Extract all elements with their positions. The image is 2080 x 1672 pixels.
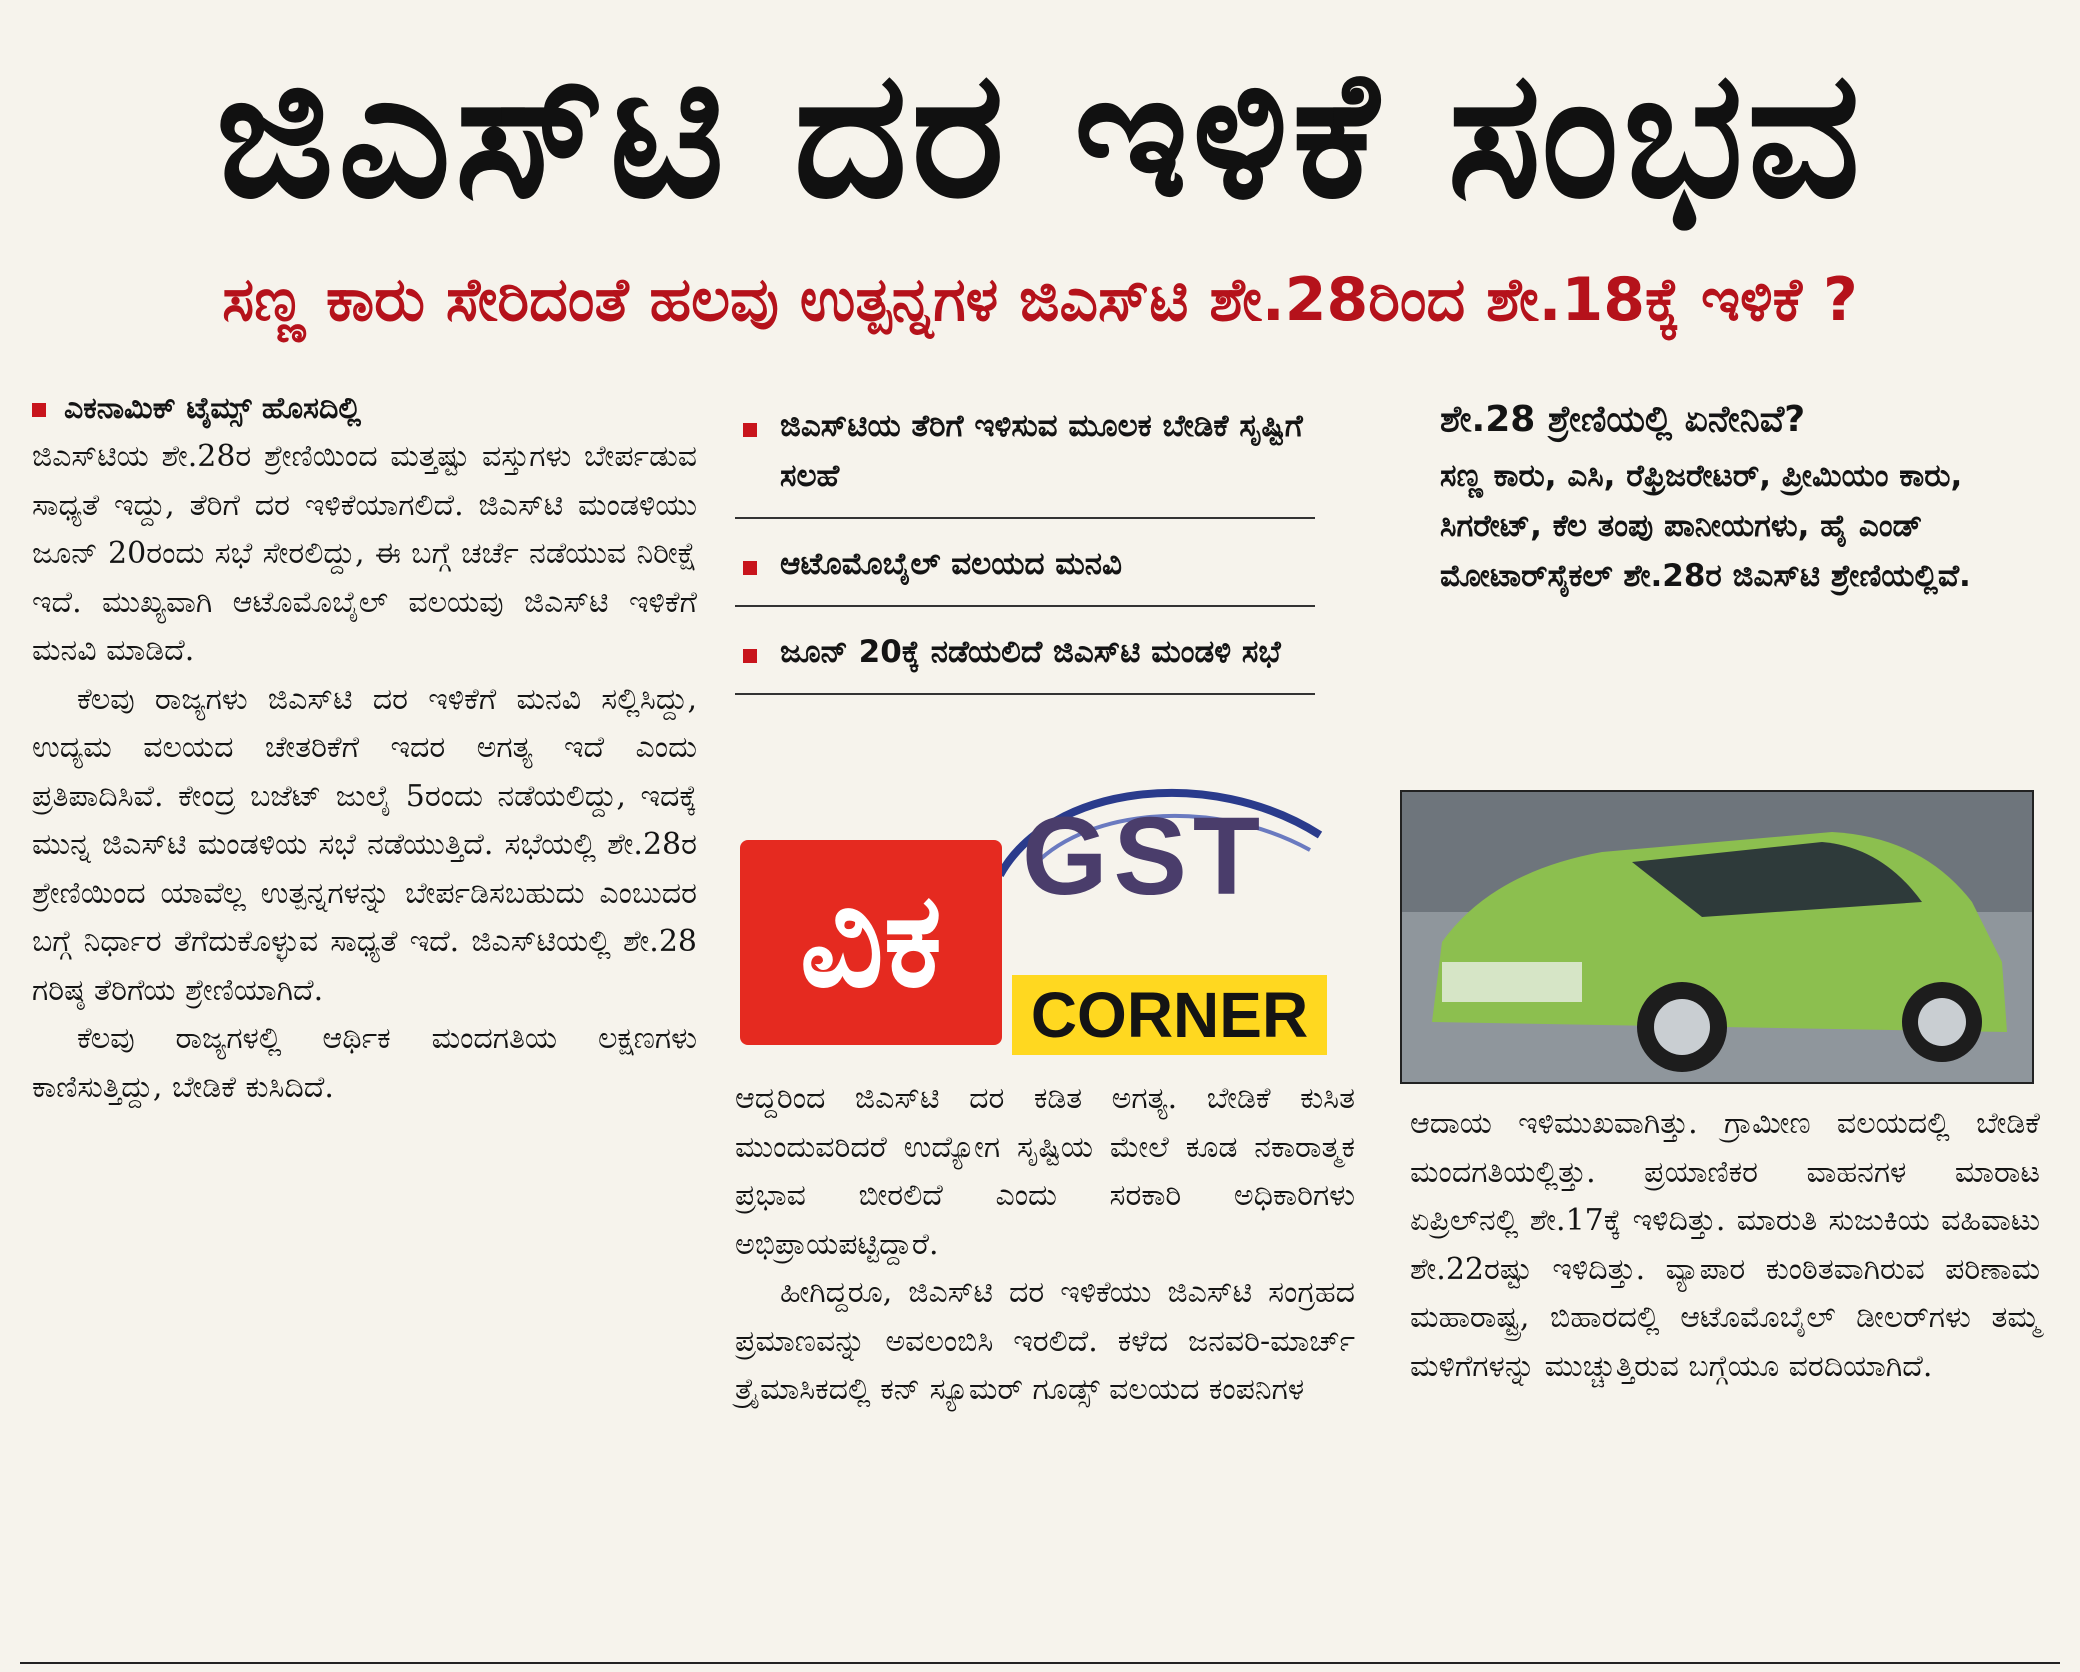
- highlight-item: [735, 533, 1315, 607]
- highlight-item: [735, 621, 1315, 695]
- paragraph: ಆದ್ದರಿಂದ ಜಿಎಸ್‌ಟಿ ದರ ಕಡಿತ ಅಗತ್ಯ. ಬೇಡಿಕೆ ಕುಸಿತ ಮುಂದುವರಿದರೆ ಉದ್ಯೋಗ ಸೃಷ್ಟಿಯ ಮೇಲೆ ಕೂಡ ನಕಾರಾತ್ಮಕ ಪ್ರಭಾವ ಬೀರಲಿದೆ ಎಂದು ಸರಕಾರಿ ಅಧಿಕಾರಿಗಳು ಅಭಿಪ್ರಾಯಪಟ್ಟಿದ್ದಾರೆ.: [735, 1081, 1355, 1262]
- red-square-bullet: [32, 403, 46, 417]
- info-box-title: ಶೇ.28 ಶ್ರೇಣಿಯಲ್ಲಿ ಏನೇನಿವೆ?: [1440, 399, 1806, 440]
- dateline-text: ಎಕನಾಮಿಕ್ ಟೈಮ್ಸ್ ಹೊಸದಿಲ್ಲಿ: [64, 391, 362, 426]
- highlight-item: [735, 395, 1315, 519]
- paragraph: ಜಿಎಸ್‌ಟಿಯ ಶೇ.28ರ ಶ್ರೇಣಿಯಿಂದ ಮತ್ತಷ್ಟು ವಸ್ತುಗಳು ಬೇರ್ಪಡುವ ಸಾಧ್ಯತೆ ಇದ್ದು, ತೆರಿಗೆ ದರ ಇಳಿಕೆಯಾಗಲಿದೆ. ಜಿಎಸ್‌ಟಿ ಮಂಡಳಿಯು ಜೂನ್ 20ರಂದು ಸಭೆ ಸೇರಲಿದ್ದು, ಈ ಬಗ್ಗೆ ಚರ್ಚೆ ನಡೆಯುವ ನಿರೀಕ್ಷೆ ಇದೆ. ಮುಖ್ಯವಾಗಿ ಆಟೊಮೊಬೈಲ್ ವಲಯವು ಜಿಎಸ್‌ಟಿ ಇಳಿಕೆಗೆ ಮನವಿ ಮಾಡಿದೆ.: [32, 439, 697, 668]
- red-square-bullet: [743, 561, 757, 575]
- subheadline: ಸಣ್ಣ ಕಾರು ಸೇರಿದಂತೆ ಹಲವು ಉತ್ಪನ್ನಗಳ ಜಿಎಸ್‌ಟಿ ಶೇ.28ರಿಂದ ಶೇ.18ಕ್ಕೆ ಇಳಿಕೆ ?: [222, 265, 1858, 335]
- headline: ಜಿಎಸ್‌ಟಿ ದರ ಇಳಿಕೆ ಸಂಭವ: [215, 32, 1865, 237]
- gst-corner-logo: [740, 775, 1330, 1055]
- green-hatchback-image: [1402, 792, 2032, 1082]
- highlight-text: ಜೂನ್ 20ಕ್ಕೆ ನಡೆಯಲಿದೆ ಜಿಎಸ್‌ಟಿ ಮಂಡಳಿ ಸಭೆ: [780, 634, 1281, 670]
- info-box: [1420, 395, 2040, 601]
- vk-logo-box: ವಿಕ: [740, 840, 1002, 1045]
- highlights-list: [735, 395, 1315, 695]
- highlight-text: ಆಟೊಮೊಬೈಲ್ ವಲಯದ ಮನವಿ: [780, 546, 1122, 582]
- car-photo: [1400, 790, 2034, 1084]
- info-box-text: ಸಣ್ಣ ಕಾರು, ಎಸಿ, ರೆಫ್ರಿಜರೇಟರ್, ಪ್ರೀಮಿಯಂ ಕಾರು, ಸಿಗರೇಟ್, ಕೆಲ ತಂಪು ಪಾನೀಯಗಳು, ಹೈ ಎಂಡ್ ಮೋಟಾರ್‌ಸೈಕಲ್ ಶೇ.28ರ ಜಿಎಸ್‌ಟಿ ಶ್ರೇಣಿಯಲ್ಲಿವೆ.: [1440, 458, 1971, 594]
- dateline: [32, 385, 697, 433]
- gst-word: GST: [1022, 795, 1267, 918]
- bottom-rule: [20, 1662, 2060, 1664]
- column-2-body: [735, 1075, 1355, 1415]
- highlight-text: ಜಿಎಸ್‌ಟಿಯ ತೆರಿಗೆ ಇಳಿಸುವ ಮೂಲಕ ಬೇಡಿಕೆ ಸೃಷ್ಟಿಗೆ ಸಲಹೆ: [780, 408, 1303, 494]
- column-3-body: [1410, 1100, 2040, 1391]
- paragraph: ಕೆಲವು ರಾಜ್ಯಗಳಲ್ಲಿ ಆರ್ಥಿಕ ಮಂದಗತಿಯ ಲಕ್ಷಣಗಳು ಕಾಣಿಸುತ್ತಿದ್ದು, ಬೇಡಿಕೆ ಕುಸಿದಿದೆ.: [32, 1021, 697, 1105]
- paragraph: ಹೀಗಿದ್ದರೂ, ಜಿಎಸ್‌ಟಿ ದರ ಇಳಿಕೆಯು ಜಿಎಸ್‌ಟಿ ಸಂಗ್ರಹದ ಪ್ರಮಾಣವನ್ನು ಅವಲಂಬಿಸಿ ಇರಲಿದೆ. ಕಳೆದ ಜನವರಿ-ಮಾರ್ಚ್ ತ್ರೈಮಾಸಿಕದಲ್ಲಿ ಕನ್ ಸ್ಯೂಮರ್ ಗೂಡ್ಸ್ ವಲಯದ ಕಂಪನಿಗಳ: [735, 1275, 1355, 1407]
- red-square-bullet: [743, 423, 757, 437]
- paragraph: ಕೆಲವು ರಾಜ್ಯಗಳು ಜಿಎಸ್‌ಟಿ ದರ ಇಳಿಕೆಗೆ ಮನವಿ ಸಲ್ಲಿಸಿದ್ದು, ಉದ್ಯಮ ವಲಯದ ಚೇತರಿಕೆಗೆ ಇದರ ಅಗತ್ಯ ಇದೆ ಎಂದು ಪ್ರತಿಪಾದಿಸಿವೆ. ಕೇಂದ್ರ ಬಜೆಟ್ ಜುಲೈ 5ರಂದು ನಡೆಯಲಿದ್ದು, ಇದಕ್ಕೆ ಮುನ್ನ ಜಿಎಸ್‌ಟಿ ಮಂಡಳಿಯ ಸಭೆ ನಡೆಯುತ್ತಿದೆ. ಸಭೆಯಲ್ಲಿ ಶೇ.28ರ ಶ್ರೇಣಿಯಿಂದ ಯಾವೆಲ್ಲ ಉತ್ಪನ್ನಗಳನ್ನು ಬೇರ್ಪಡಿಸಬಹುದು ಎಂಬುದರ ಬಗ್ಗೆ ನಿರ್ಧಾರ ತೆಗೆದುಕೊಳ್ಳುವ ಸಾಧ್ಯತೆ ಇದೆ. ಜಿಎಸ್‌ಟಿಯಲ್ಲಿ ಶೇ.28 ಗರಿಷ್ಠ ತೆರಿಗೆಯ ಶ್ರೇಣಿಯಾಗಿದೆ.: [32, 681, 697, 1008]
- paragraph: ಆದಾಯ ಇಳಿಮುಖವಾಗಿತ್ತು. ಗ್ರಾಮೀಣ ವಲಯದಲ್ಲಿ ಬೇಡಿಕೆ ಮಂದಗತಿಯಲ್ಲಿತ್ತು. ಪ್ರಯಾಣಿಕರ ವಾಹನಗಳ ಮಾರಾಟ ಏಪ್ರಿಲ್‌ನಲ್ಲಿ ಶೇ.17ಕ್ಕೆ ಇಳಿದಿತ್ತು. ಮಾರುತಿ ಸುಜುಕಿಯ ವಹಿವಾಟು ಶೇ.22ರಷ್ಟು ಇಳಿದಿತ್ತು. ವ್ಯಾಪಾರ ಕುಂಠಿತವಾಗಿರುವ ಪರಿಣಾಮ ಮಹಾರಾಷ್ಟ್ರ, ಬಿಹಾರದಲ್ಲಿ ಆಟೊಮೊಬೈಲ್ ಡೀಲರ್‌ಗಳು ತಮ್ಮ ಮಳಿಗೆಗಳನ್ನು ಮುಚ್ಚುತ್ತಿರುವ ಬಗ್ಗೆಯೂ ವರದಿಯಾಗಿದೆ.: [1410, 1106, 2040, 1384]
- red-square-bullet: [743, 649, 757, 663]
- column-1: [32, 385, 697, 1112]
- corner-label: CORNER: [1012, 975, 1327, 1055]
